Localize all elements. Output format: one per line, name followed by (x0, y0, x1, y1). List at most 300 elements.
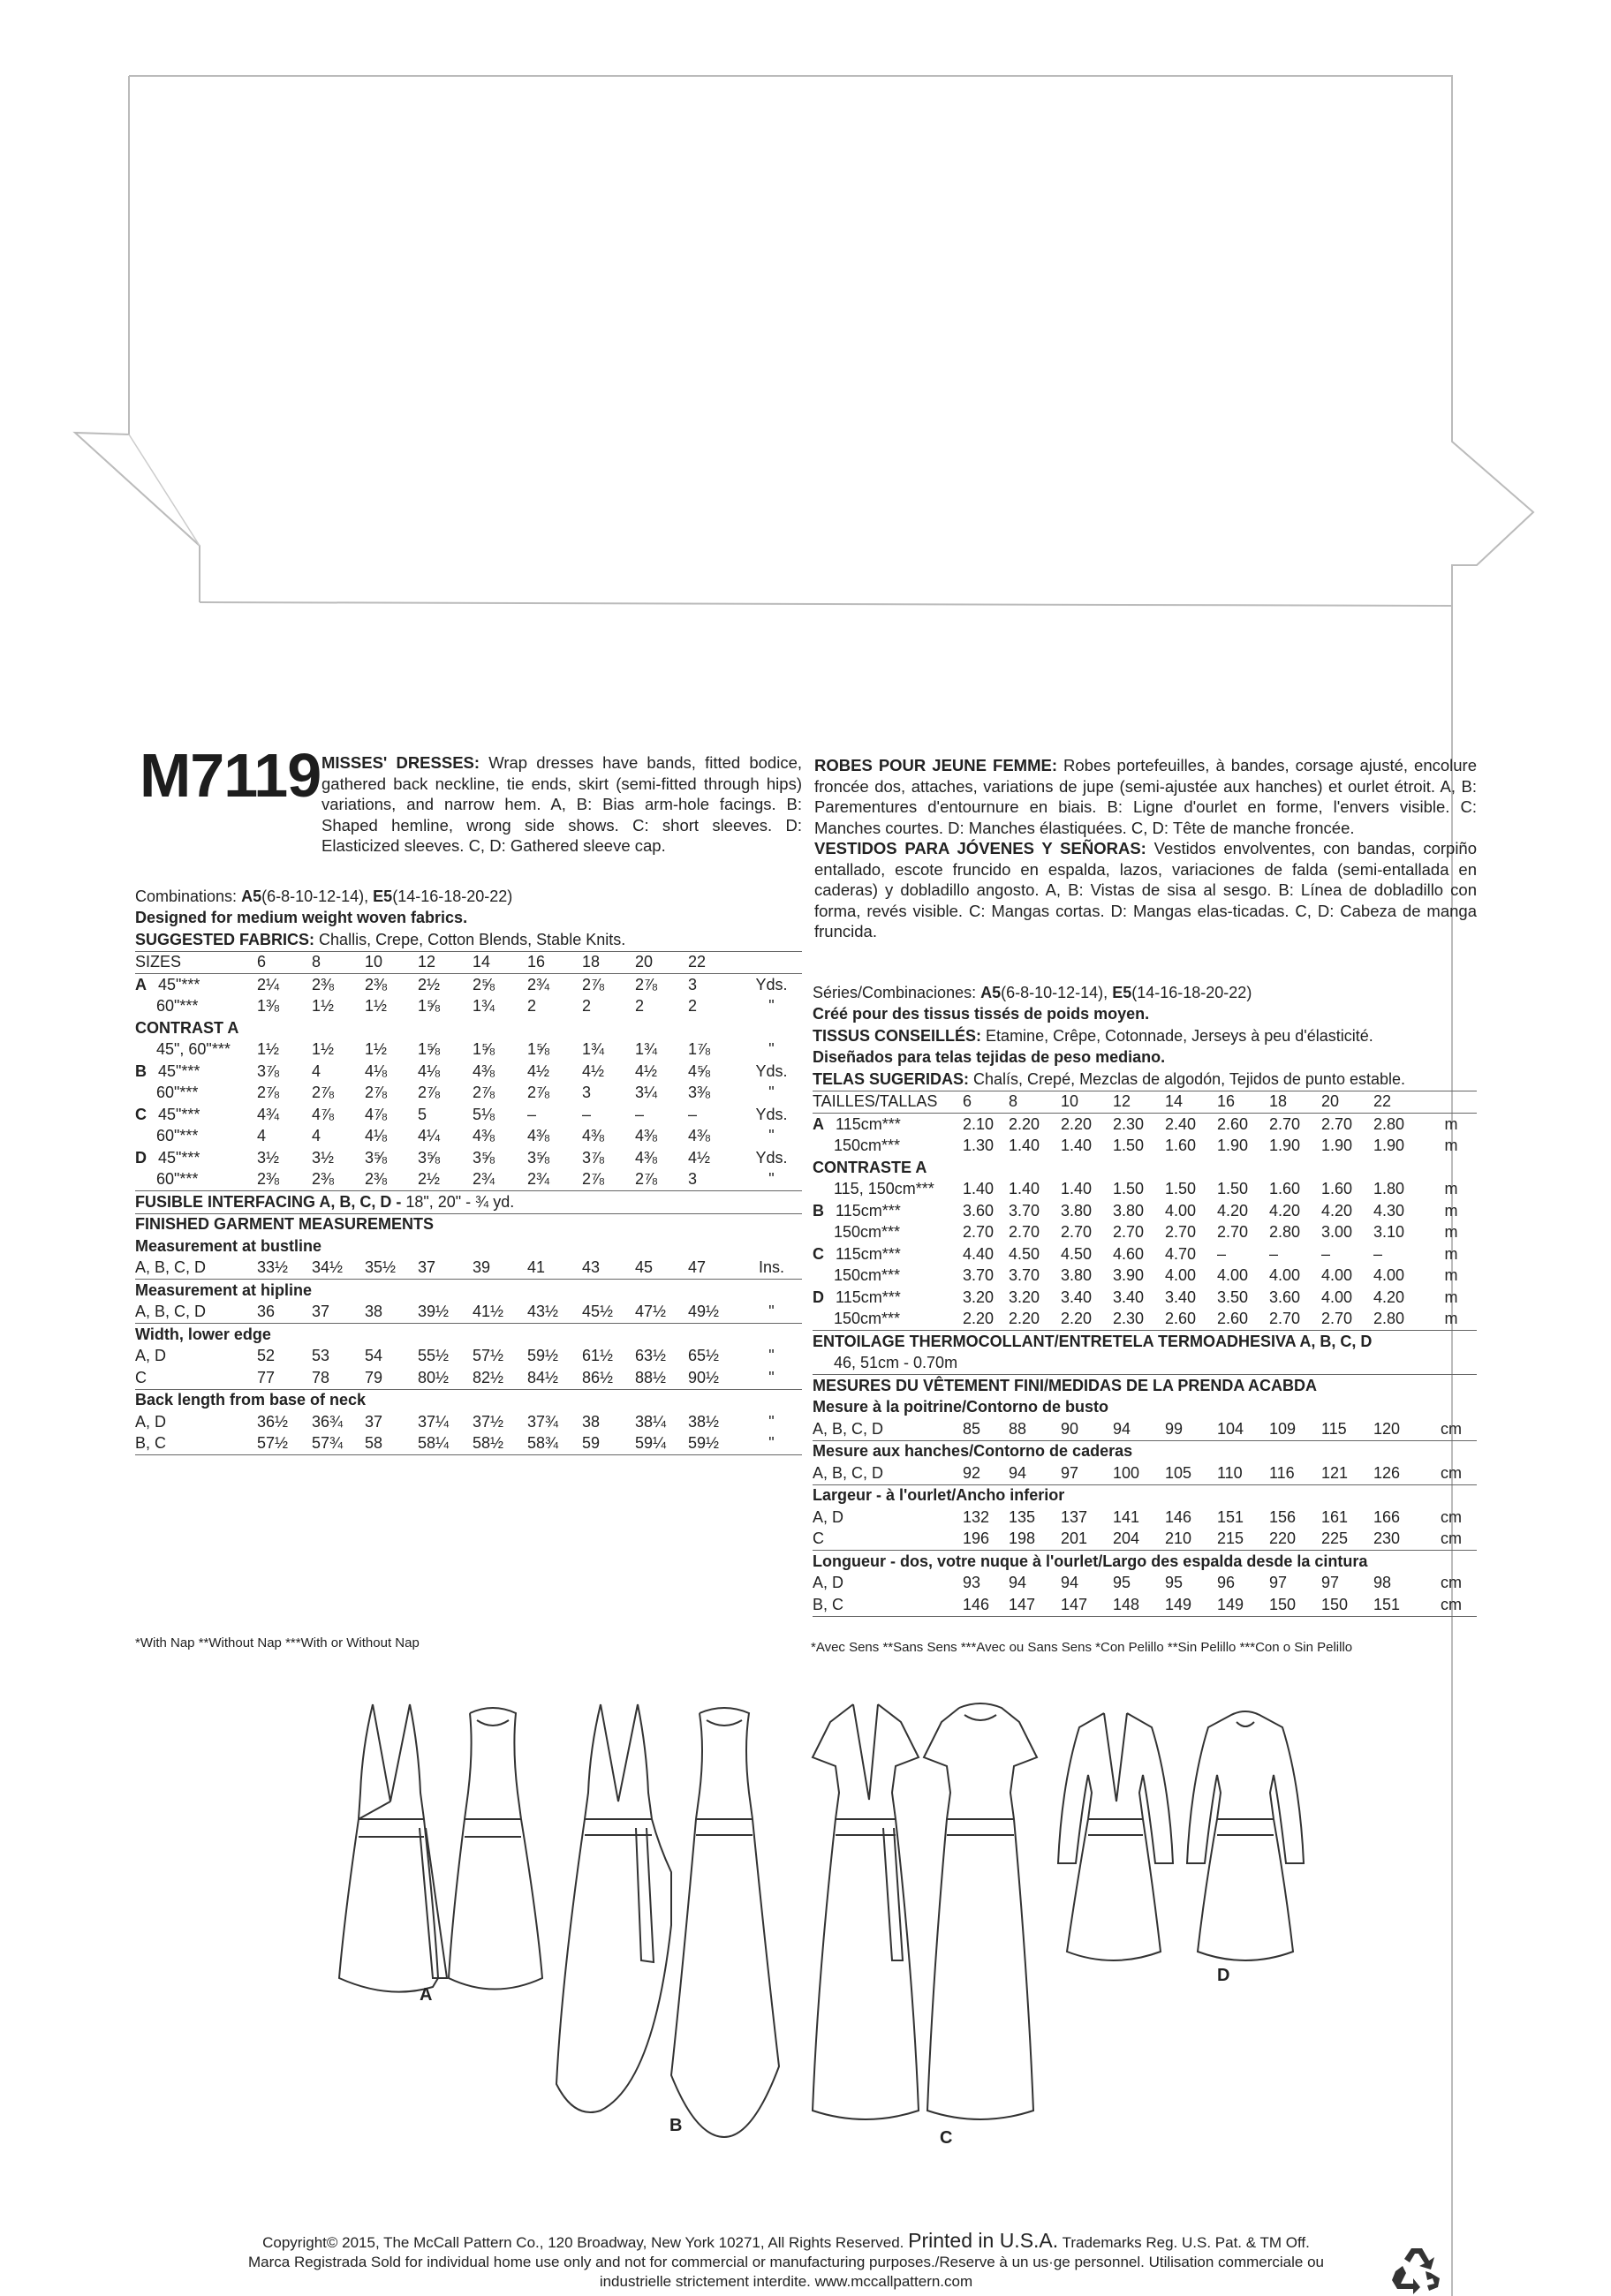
yardage-unit: Yds. (755, 1105, 788, 1123)
yardage-value: 4⅛ (418, 1061, 441, 1080)
measurement-value: 45½ (582, 1302, 635, 1324)
interfacing-amount: 46, 51cm - 0.70m (813, 1353, 1477, 1375)
combinations-combinations-e5-sizes: (14-16-18-20-22) (1131, 983, 1252, 1001)
measurement-value: 78 (312, 1367, 365, 1389)
designed-for: Designed for medium weight woven fabrics. (135, 909, 468, 927)
measurement-heading-row (813, 1551, 1477, 1573)
yardage-row (813, 1265, 1477, 1288)
yardage-value: 1.90 (1217, 1137, 1249, 1155)
yardage-value: 4.00 (1165, 1201, 1197, 1220)
measurement-value: 43½ (527, 1302, 582, 1324)
view-label-b: B (669, 2116, 683, 2135)
measurement-row (135, 1346, 802, 1368)
measurement-value: 49½ (688, 1302, 741, 1324)
measurement-heading-row (135, 1324, 802, 1346)
yardage-view: A (135, 975, 147, 993)
combinations-combinations-label: Combinations: (135, 887, 238, 905)
yardage-value: 4½ (688, 1148, 711, 1167)
size-16: 16 (1217, 1091, 1269, 1114)
fabric-width (813, 1243, 963, 1265)
yardage-unit: " (741, 1169, 802, 1191)
interfacing-label: FUSIBLE INTERFACING A, B, C, D - (135, 1192, 402, 1211)
measurement-value: 37¾ (527, 1412, 559, 1431)
measurement-value: 61½ (582, 1347, 614, 1365)
yardage-value: 4.20 (1321, 1201, 1353, 1220)
measurement-value: 156 (1269, 1507, 1297, 1526)
yardage-value: – (1269, 1244, 1279, 1263)
measurement-views: A, D (813, 1507, 844, 1526)
measurement-views: A, D (135, 1412, 167, 1431)
yardage-value: 2 (688, 997, 698, 1016)
yardage-value: 4.60 (1113, 1244, 1145, 1263)
measurement-heading-row (813, 1440, 1477, 1462)
measurement-heading-row (135, 1280, 802, 1302)
yardage-value: 2⅜ (312, 975, 335, 993)
measurement-value: 80½ (418, 1367, 473, 1389)
footnote-intl: *Avec Sens **Sans Sens ***Avec ou Sans Sens *Con Pelillo **Sin Pelillo ***Con o Sin Pelillo (811, 1640, 1353, 1655)
yardage-value: – (1373, 1244, 1383, 1263)
yardage-row (813, 1287, 1477, 1309)
yardage-width: 115cm*** (836, 1288, 901, 1306)
measurement-value: 97 (1061, 1462, 1113, 1484)
measurement-unit: cm (1426, 1594, 1477, 1616)
yardage-width: 115, 150cm*** (834, 1180, 934, 1198)
size-16: 16 (527, 951, 582, 974)
yardage-value: 4 (312, 1061, 321, 1080)
measurement-value: 100 (1113, 1462, 1165, 1484)
measurement-value: 52 (257, 1347, 276, 1365)
yardage-width: 45"*** (158, 1105, 200, 1123)
yardage-unit: " (768, 1084, 775, 1102)
yardage-value: 1.50 (1217, 1180, 1249, 1198)
yardage-value: 1½ (365, 997, 388, 1016)
measurement-unit: " (741, 1367, 802, 1389)
measurement-row (135, 1302, 802, 1324)
measurement-value: 88½ (635, 1367, 688, 1389)
measurement-heading-row (813, 1484, 1477, 1507)
finished-label: FINISHED GARMENT MEASUREMENTS (135, 1215, 435, 1234)
yardage-value: 2.30 (1113, 1309, 1165, 1331)
yardage-value: 3.40 (1165, 1288, 1197, 1306)
measurement-value: 149 (1217, 1594, 1269, 1616)
yardage-value: 3.70 (963, 1266, 995, 1285)
yardage-value: 4.50 (1009, 1244, 1040, 1263)
measurement-value: 35½ (365, 1258, 418, 1280)
yardage-value: 2.20 (963, 1309, 1009, 1331)
yardage-value: 4⅜ (473, 1061, 495, 1080)
measurement-value: 98 (1373, 1574, 1392, 1592)
measurement-value: 120 (1373, 1418, 1426, 1440)
measurement-heading-row (813, 1397, 1477, 1419)
size-18: 18 (582, 951, 635, 974)
pattern-code: M7119 (140, 741, 321, 810)
sizes-label: TAILLES/TALLAS (813, 1091, 963, 1114)
measurement-heading-row (135, 1389, 802, 1411)
measurement-value: 77 (257, 1367, 312, 1389)
yardage-value: 1.40 (963, 1180, 995, 1198)
measurement-value: 38¼ (635, 1412, 667, 1431)
yardage-value: 2¾ (527, 1169, 582, 1191)
measurement-value: 57½ (473, 1347, 504, 1365)
size-22: 22 (688, 951, 741, 974)
measurement-value: 225 (1321, 1529, 1373, 1551)
yardage-row (813, 1243, 1477, 1265)
yardage-value: 1⅝ (473, 1040, 495, 1059)
measurement-value: 151 (1373, 1594, 1426, 1616)
size-6: 6 (963, 1091, 1009, 1114)
yardage-value: 1.40 (1009, 1180, 1040, 1198)
yardage-value: 2⅞ (312, 1084, 335, 1102)
measurement-value: 37½ (473, 1412, 504, 1431)
fabrics-fr-list: Etamine, Crêpe, Cotonnade, Jerseys à peu d'élasticité. (986, 1026, 1373, 1045)
fabrics-es-row (813, 1069, 1477, 1091)
yardage-value: 3¼ (635, 1084, 658, 1102)
yardage-view: C (813, 1244, 824, 1263)
fabric-width (135, 996, 257, 1018)
yardage-row (813, 1309, 1477, 1331)
measurement-value: 57½ (257, 1433, 312, 1455)
measurement-row (813, 1573, 1477, 1595)
yardage-value: 3.00 (1321, 1223, 1353, 1242)
measurement-value: 151 (1217, 1507, 1244, 1526)
measurement-row (813, 1594, 1477, 1616)
combinations (135, 886, 802, 908)
yardage-value: 2¾ (527, 975, 550, 993)
fabric-width (813, 1136, 963, 1158)
yardage-heading-row (135, 1017, 802, 1039)
fabric-width (135, 1039, 257, 1061)
yardage-value: – (1321, 1244, 1331, 1263)
measurement-value: 59¼ (635, 1433, 688, 1455)
yardage-value: 3 (688, 975, 698, 993)
measurement-value: 57¾ (312, 1433, 365, 1455)
yardage-unit: m (1444, 1266, 1458, 1285)
measurement-value: 94 (1113, 1418, 1165, 1440)
measurement-value: 94 (1061, 1574, 1079, 1592)
yardage-value: 3 (582, 1084, 592, 1102)
yardage-view: A (813, 1114, 824, 1133)
yardage-value: 2.70 (963, 1223, 995, 1242)
yardage-unit: " (768, 1040, 775, 1059)
yardage-value: 2.80 (1269, 1223, 1301, 1242)
yardage-value: 2.70 (1321, 1114, 1353, 1133)
yardage-value: 3.80 (1113, 1201, 1145, 1220)
measurement-value: 36 (257, 1302, 312, 1324)
measurement-value: 215 (1217, 1529, 1269, 1551)
yardage-value: 2⅜ (257, 1169, 312, 1191)
yardage-value: 4 (312, 1127, 321, 1145)
yardage-value: 1.80 (1373, 1180, 1405, 1198)
measurement-views: C (813, 1529, 963, 1551)
measurement-value: 90 (1061, 1418, 1113, 1440)
measurement-value: 63½ (635, 1347, 667, 1365)
measurement-value: 161 (1321, 1507, 1349, 1526)
measurement-heading: Largeur - à l'ourlet/Ancho inferior (813, 1486, 1065, 1505)
measurement-unit: " (768, 1347, 775, 1365)
measurement-unit: cm (1426, 1462, 1477, 1484)
fabric-width (135, 1083, 257, 1105)
measurement-value: 90½ (688, 1367, 741, 1389)
yardage-value: 1.90 (1321, 1137, 1353, 1155)
measurement-value: 147 (1009, 1594, 1061, 1616)
yardage-value: 1.30 (963, 1137, 995, 1155)
view-c-back-drawing (924, 1703, 1037, 2119)
yardage-value: 4⅞ (365, 1105, 388, 1123)
yardage-value: 2.80 (1373, 1114, 1405, 1133)
yardage-row (813, 1114, 1477, 1136)
description-fr (814, 755, 1477, 838)
view-label-c: C (940, 2128, 953, 2148)
measurement-value: 132 (963, 1507, 990, 1526)
finished-label-row (135, 1213, 802, 1235)
yardage-unit: " (768, 997, 775, 1016)
view-c-front-drawing (813, 1704, 919, 2119)
yardage-width: 115cm*** (836, 1114, 901, 1133)
yardage-value: 2⅝ (473, 975, 495, 993)
yardage-value: – (635, 1105, 645, 1123)
yardage-value: – (527, 1105, 537, 1123)
yardage-value: 1.60 (1321, 1180, 1353, 1198)
designed-for-fr: Créé pour des tissus tissés de poids moyen. (813, 1005, 1150, 1023)
combinations-combinations-e5: E5 (373, 887, 393, 905)
yardage-value: 3⅝ (365, 1148, 388, 1167)
recycle-icon (1388, 2245, 1445, 2294)
measurement-value: 58¾ (527, 1433, 582, 1455)
sizes-label: SIZES (135, 951, 257, 974)
measurement-value: 37 (365, 1412, 383, 1431)
measurement-value: 59½ (688, 1433, 741, 1455)
yardage-value: 1¾ (473, 997, 495, 1016)
yardage-value: 3.80 (1061, 1266, 1093, 1285)
fabrics-fr-label: TISSUS CONSEILLÉS: (813, 1026, 982, 1045)
interfacing-row (135, 1191, 802, 1214)
yardage-value: 3.10 (1373, 1223, 1405, 1242)
yardage-value: 1.40 (1061, 1180, 1093, 1198)
combinations-combinations-e5-sizes: (14-16-18-20-22) (392, 887, 513, 905)
measurement-value: 116 (1269, 1462, 1321, 1484)
yardage-value: 4.00 (1217, 1266, 1249, 1285)
measurement-value: 95 (1113, 1574, 1131, 1592)
yardage-unit: Yds. (755, 975, 788, 993)
measurement-views: C (135, 1367, 257, 1389)
measurement-value: 34½ (312, 1258, 365, 1280)
size-14: 14 (473, 951, 527, 974)
measurement-row (135, 1367, 802, 1389)
yardage-value: 2⅜ (312, 1169, 365, 1191)
measurement-value: 37 (312, 1302, 365, 1324)
yardage-value: 3.40 (1061, 1288, 1093, 1306)
yardage-width: 115cm*** (836, 1201, 901, 1220)
yardage-value: 1⅝ (527, 1040, 550, 1059)
yardage-row (813, 1200, 1477, 1222)
measurement-value: 53 (312, 1347, 330, 1365)
measurement-value: 58¼ (418, 1433, 473, 1455)
yardage-view: D (813, 1288, 824, 1306)
yardage-value: 4.00 (1373, 1266, 1405, 1285)
yardage-unit: m (1444, 1201, 1458, 1220)
size-6: 6 (257, 951, 312, 974)
yardage-value: 2.60 (1217, 1114, 1249, 1133)
measurement-value: 150 (1269, 1594, 1321, 1616)
yardage-row (135, 1083, 802, 1105)
size-18: 18 (1269, 1091, 1321, 1114)
size-8: 8 (1009, 1091, 1061, 1114)
measurement-row (135, 1411, 802, 1433)
yardage-value: 4⅜ (527, 1127, 550, 1145)
measurement-row (813, 1462, 1477, 1484)
yardage-value: 4½ (527, 1061, 550, 1080)
yardage-row (135, 1104, 802, 1126)
yardage-value: 1⅞ (688, 1040, 711, 1059)
measurement-value: 92 (963, 1462, 1009, 1484)
designed-for-fr-row (813, 1004, 1477, 1026)
measurement-value: 88 (1009, 1418, 1061, 1440)
yardage-view: C (135, 1105, 147, 1123)
measurement-value: 135 (1009, 1507, 1036, 1526)
yardage-row (135, 1126, 802, 1148)
yardage-value: 4¾ (257, 1105, 280, 1123)
measurement-value: 38½ (688, 1412, 720, 1431)
unit-col (741, 951, 802, 974)
description-es-text: Vestidos envolventes, con bandas, corpiño entallado, escote fruncido en espalda, lazos, variaciones de falda (semi-entallada en caderas) y dobladillo angosto. A, B: Vistas de sisa al sesgo. B: Línea de dobladillo con forma, revés visible. C: Mangas cortas. D: Mangas elas-ticadas. C, D: Cabeza de manga fruncida. (814, 839, 1478, 940)
interfacing-row (813, 1331, 1477, 1353)
yardage-row (135, 996, 802, 1018)
measurement-value: 166 (1373, 1507, 1401, 1526)
yardage-value: 1⅜ (257, 997, 280, 1016)
fabric-width (813, 1287, 963, 1309)
sizes-row (135, 951, 802, 974)
measurement-value: 146 (963, 1594, 1009, 1616)
measurement-heading: Measurement at hipline (135, 1280, 313, 1299)
yardage-width: 150cm*** (834, 1223, 901, 1242)
measurement-unit: cm (1426, 1529, 1477, 1551)
measurement-heading: Mesure aux hanches/Contorno de caderas (813, 1442, 1133, 1461)
yardage-value: 3⅞ (582, 1148, 605, 1167)
measurement-value: 36½ (257, 1412, 289, 1431)
yardage-value: 3.40 (1113, 1288, 1145, 1306)
yardage-value: 2⅞ (365, 1084, 388, 1102)
fabric-width (135, 1169, 257, 1191)
measurement-value: 58 (365, 1433, 418, 1455)
measurement-value: 150 (1321, 1594, 1373, 1616)
fabrics (135, 929, 802, 951)
measurement-value: 82½ (473, 1367, 527, 1389)
measurement-value: 41½ (473, 1302, 527, 1324)
measurement-value: 59½ (527, 1347, 559, 1365)
copyright-footer (185, 2231, 1387, 2292)
measurement-value: 41 (527, 1258, 582, 1280)
size-20: 20 (635, 951, 688, 974)
yardage-value: 3.20 (1009, 1288, 1040, 1306)
measurement-value: 94 (1009, 1462, 1061, 1484)
yardage-value: 2⅞ (582, 975, 605, 993)
technical-drawings (336, 1696, 1378, 2155)
measurement-value: 196 (963, 1529, 1009, 1551)
yardage-value: 2 (635, 997, 645, 1016)
measurement-value: 37¼ (418, 1412, 450, 1431)
description-en-text: Wrap dresses have bands, fitted bodice, gathered back neckline, tie ends, skirt (semi-fitted through hips) variations, and narrow hem. A, B: Bias arm-hole facings. B: Shaped hemline, wrong side shows. C: short sleeves. D: Elasticized sleeves. C, D: Gathered sleeve cap. (321, 753, 803, 855)
measurement-heading: Mesure à la poitrine/Contorno de busto (813, 1398, 1109, 1416)
measurement-row (135, 1433, 802, 1455)
measurement-value: 126 (1373, 1462, 1426, 1484)
fabric-width (813, 1222, 963, 1244)
view-label-a: A (420, 1985, 433, 2005)
yardage-value: 3⅝ (473, 1148, 495, 1167)
measurement-unit: " (741, 1433, 802, 1455)
yardage-unit: m (1444, 1180, 1458, 1198)
yardage-width: 150cm*** (834, 1266, 901, 1285)
interfacing (813, 1331, 1477, 1353)
size-10: 10 (1061, 1091, 1113, 1114)
yardage-width: 45", 60"*** (156, 1040, 231, 1059)
measurement-unit: " (741, 1302, 802, 1324)
measurement-value: 220 (1269, 1529, 1321, 1551)
measurement-row (813, 1418, 1477, 1440)
fabrics-fr-row (813, 1025, 1477, 1047)
yardage-value: 4⅜ (688, 1127, 711, 1145)
yardage-value: 2⅞ (257, 1084, 280, 1102)
size-14: 14 (1165, 1091, 1217, 1114)
measurement-heading: Longueur - dos, votre nuque à l'ourlet/Largo des espalda desde la cintura (813, 1552, 1368, 1570)
yardage-value: 3½ (257, 1148, 280, 1167)
measurement-value: 230 (1373, 1529, 1426, 1551)
yardage-value: 1.60 (1269, 1180, 1301, 1198)
yardage-unit: m (1444, 1288, 1458, 1306)
yardage-value: 4.70 (1165, 1244, 1197, 1263)
finished-label: MESURES DU VÊTEMENT FINI/MEDIDAS DE LA PRENDA ACABDA (813, 1376, 1318, 1394)
yardage-value: 2.20 (1061, 1114, 1093, 1133)
yardage-view: D (135, 1148, 147, 1167)
measurement-value: 204 (1113, 1529, 1165, 1551)
view-heading: CONTRASTE A (813, 1158, 927, 1176)
yardage-unit: m (1444, 1244, 1458, 1263)
interfacing-label: ENTOILAGE THERMOCOLLANT/ENTRETELA TERMOADHESIVA A, B, C, D (813, 1332, 1373, 1350)
fabrics-es-label: TELAS SUGERIDAS: (813, 1069, 970, 1088)
yardage-value: 2.70 (1217, 1223, 1249, 1242)
fabric-width (813, 1200, 963, 1222)
measurement-value: 96 (1217, 1574, 1236, 1592)
yardage-value: 2.70 (1165, 1223, 1197, 1242)
fabric-width (135, 1104, 257, 1126)
measurement-unit: Ins. (741, 1258, 802, 1280)
measurement-views: A, B, C, D (135, 1258, 257, 1280)
yardage-value: 2.70 (1061, 1223, 1093, 1242)
yardage-value: 3.80 (1061, 1201, 1093, 1220)
yardage-value: 2⅞ (635, 975, 658, 993)
yardage-value: 3.60 (963, 1201, 995, 1220)
yardage-value: 4⅝ (688, 1061, 711, 1080)
yardage-value: 4⅜ (582, 1127, 605, 1145)
yardage-value: 3⅝ (418, 1148, 441, 1167)
measurement-unit: cm (1441, 1507, 1462, 1526)
yardage-value: 1½ (312, 997, 335, 1016)
yardage-value: 5⅛ (473, 1105, 495, 1123)
view-label-d: D (1217, 1966, 1230, 1985)
yardage-value: 4.00 (1321, 1266, 1353, 1285)
yardage-unit: m (1426, 1309, 1477, 1331)
yardage-unit: Yds. (755, 1148, 788, 1167)
yardage-value: 4.50 (1061, 1244, 1093, 1263)
measurement-views: A, B, C, D (813, 1462, 963, 1484)
yardage-value: 2.70 (1321, 1309, 1373, 1331)
yardage-value: 2.30 (1113, 1114, 1145, 1133)
yardage-value: – (582, 1105, 592, 1123)
yardage-width: 45"*** (158, 975, 200, 993)
yardage-value: 1½ (312, 1040, 335, 1059)
measurement-value: 43 (582, 1258, 635, 1280)
measurement-heading: Measurement at bustline (135, 1236, 322, 1255)
yardage-table-intl (813, 982, 1477, 1617)
